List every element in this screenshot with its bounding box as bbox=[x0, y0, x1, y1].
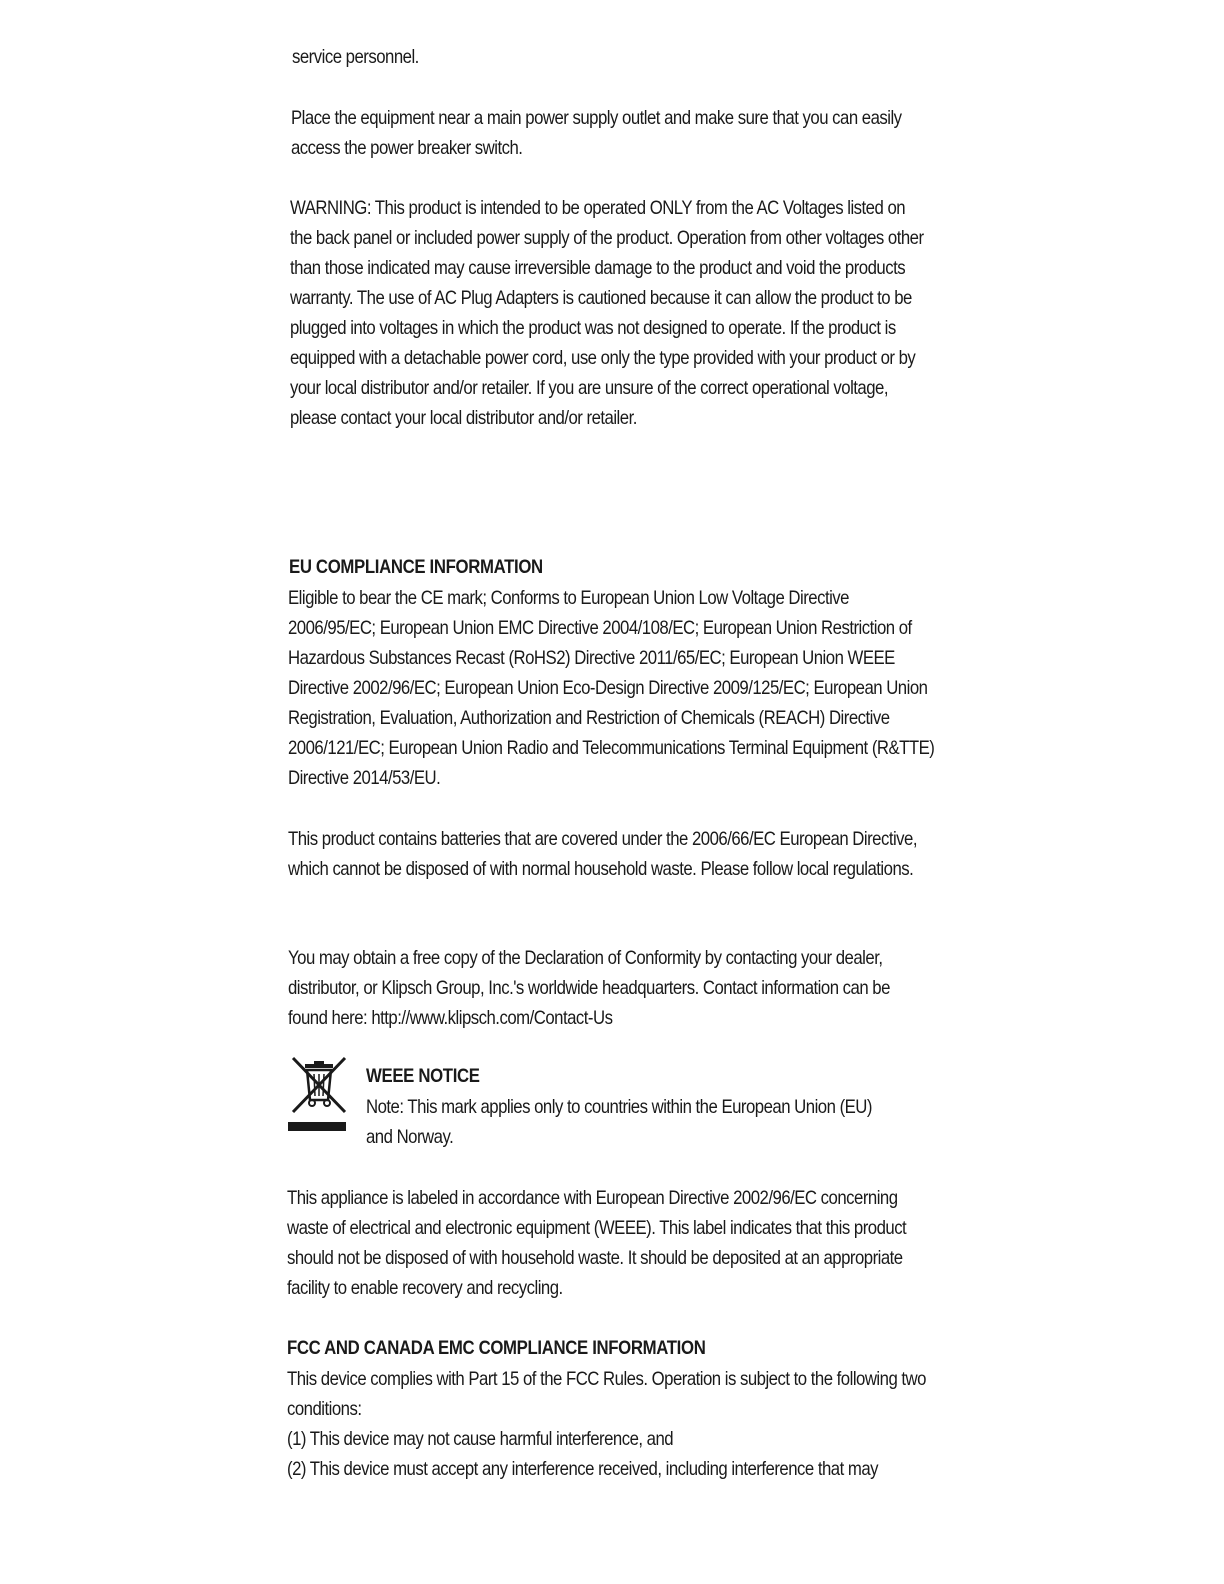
eu-compliance-heading: EU COMPLIANCE INFORMATION bbox=[289, 556, 543, 578]
batteries-paragraph: This product contains batteries that are covered under the 2006/66/EC European Directive, which cannot be disposed of with normal household waste. Please follow local regulations. bbox=[288, 828, 917, 880]
declaration-paragraph: You may obtain a free copy of the Declaration of Conformity by contacting your dealer, distributor, or Klipsch Group, Inc.'s worldwide headquarters. Contact information can be found here: http://www.klipsch.com/Contact-Us bbox=[288, 947, 890, 1029]
fcc-intro-paragraph: This device complies with Part 15 of the FCC Rules. Operation is subject to the following two conditions: bbox=[287, 1368, 926, 1420]
eu-compliance-paragraph: Eligible to bear the CE mark; Conforms to European Union Low Voltage Directive 2006/95/EC; European Union EMC Directive 2004/108/EC; European Union Restriction of Hazardous Substances Recast (RoHS2) Directive 2011/65/EC; European Union WEEE Directive 2002/96/EC; European Union Eco-Design Directive 2009/125/EC; European Union Registration, Evaluation, Authorization and Restriction of Chemicals (REACH) Directive 2006/121/EC; European Union Radio and Telecommunications Terminal Equipment (R&TTE) Directive 2014/53/EU. bbox=[288, 587, 935, 789]
service-personnel-text: service personnel. bbox=[292, 46, 419, 68]
weee-note-text: Note: This mark applies only to countries within the European Union (EU) and Norway. bbox=[366, 1096, 872, 1148]
fcc-condition-1: (1) This device may not cause harmful interference, and bbox=[287, 1428, 674, 1450]
fcc-condition-2: (2) This device must accept any interference received, including interference that may bbox=[287, 1458, 879, 1480]
appliance-paragraph: This appliance is labeled in accordance with European Directive 2002/96/EC concerning waste of electrical and electronic equipment (WEEE). This label indicates that this product should not be disposed of with household waste. It should be deposited at an appropriate facility to enable recovery and recycling. bbox=[287, 1187, 907, 1299]
weee-notice-heading: WEEE NOTICE bbox=[366, 1065, 480, 1087]
placement-paragraph: Place the equipment near a main power supply outlet and make sure that you can easily access the power breaker switch. bbox=[291, 107, 902, 159]
warning-paragraph: WARNING: This product is intended to be operated ONLY from the AC Voltages listed on the back panel or included power supply of the product. Operation from other voltages other than those indicated may cause irreversible damage to the product and void the products warranty. The use of AC Plug Adapters is cautioned because it can allow the product to be plugged into voltages in which the product was not designed to operate. If the product is equipped with a detachable power cord, use only the type provided with your product or by your local distributor and/or retailer. If you are unsure of the correct operational voltage, please contact your local distributor and/or retailer. bbox=[290, 197, 924, 429]
crossed-out-wheelie-bin-icon bbox=[288, 1056, 348, 1132]
fcc-compliance-heading: FCC AND CANADA EMC COMPLIANCE INFORMATION bbox=[287, 1337, 706, 1359]
